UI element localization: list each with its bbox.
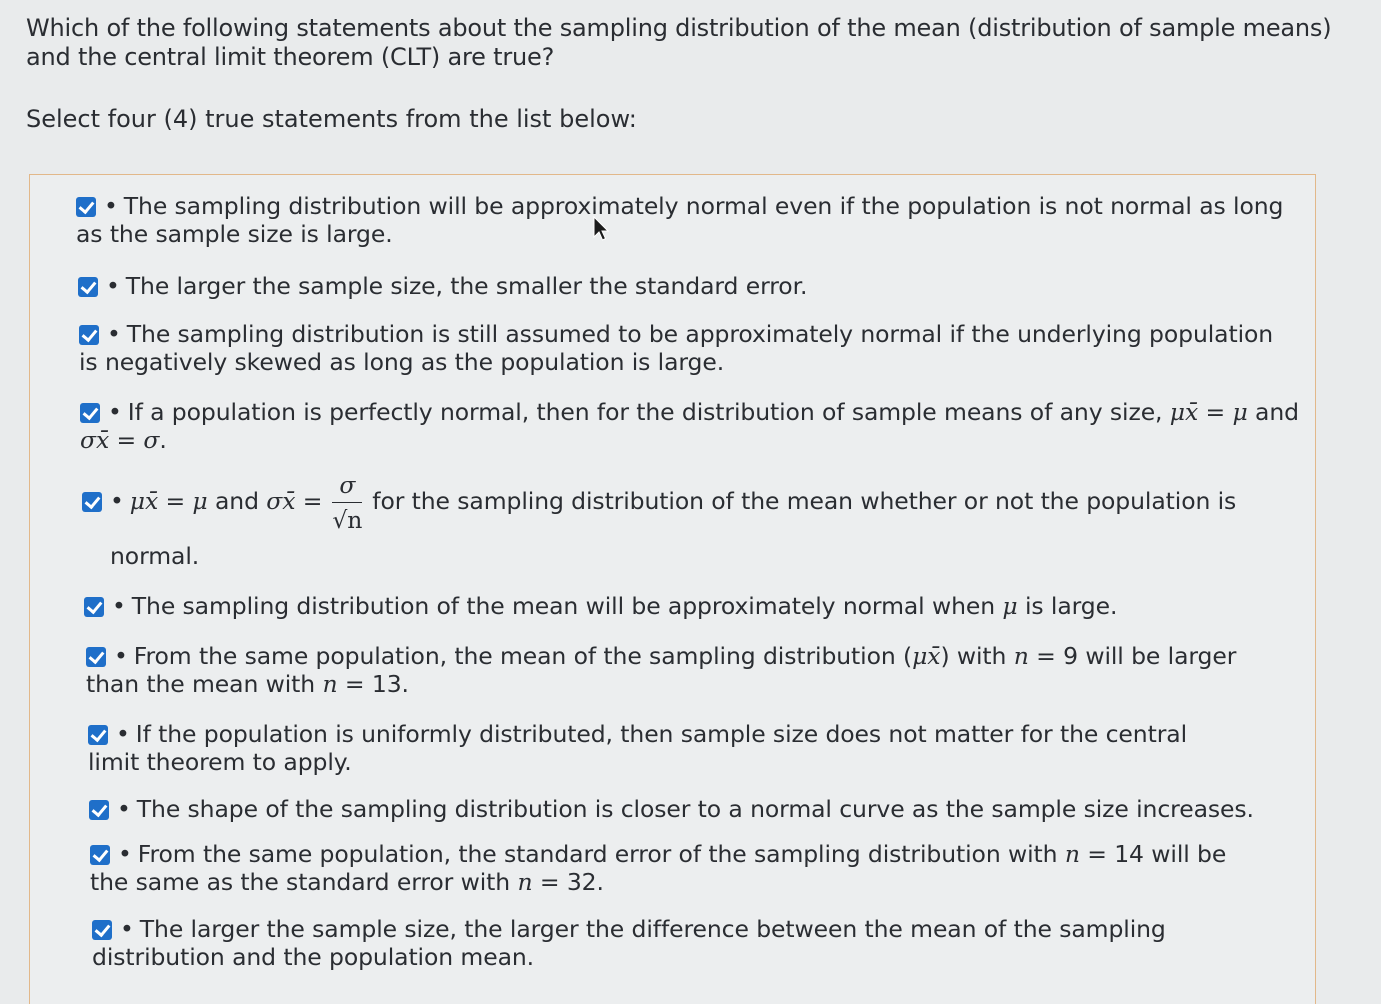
option-5-wrap [110,542,1330,570]
option-3[interactable] [79,320,1289,376]
option-5-text: for the sampling distribution of the mean whether or not the population is [372,487,1237,515]
option-6[interactable] [84,592,1304,620]
question-text: Which of the following statements about the sampling distribution of the mean (distribution of sample means) and the central limit theorem (CLT) are true? [26,14,1332,71]
option-11-text: The larger the sample size, the larger the difference between the mean of the sampling distribution and the population mean. [92,915,1166,971]
bullet: • [114,642,128,670]
option-8-text: If the population is uniformly distributed, then sample size does not matter for the central limit theorem to apply. [88,720,1187,776]
bullet: • [106,272,120,300]
option-10-text: From the same population, the standard error of the sampling distribution with [137,840,1058,868]
option-4-end: . [159,426,167,454]
option-10-text-after: = 32. [539,868,604,896]
bullet: • [116,720,130,748]
checkbox-checked-icon[interactable] [78,277,98,297]
option-5[interactable] [82,470,1282,535]
fraction-denominator: √n [332,506,363,534]
sigma-over-root-n-fraction [332,470,362,535]
option-7-math-mean: μx̄ [912,642,941,670]
option-6-text-after: is large. [1024,592,1118,620]
option-1-text: The sampling distribution will be approximately normal even if the population is not normal as long as the sample size is large. [76,192,1284,248]
option-4-and: and [1255,398,1299,426]
option-1[interactable] [76,192,1311,248]
option-7-text-mid: ) with [940,642,1007,670]
option-5-math-mean: μx̄ = μ [129,487,208,515]
mouse-pointer-icon [593,216,609,242]
checkbox-checked-icon[interactable] [89,800,109,820]
fraction-numerator: σ [332,470,362,503]
bullet: • [110,487,124,515]
option-8[interactable] [88,720,1238,776]
option-7-math-n2: n [322,670,338,698]
option-4-math-sd: σx̄ = σ [80,426,160,454]
option-5-and: and [214,487,259,515]
option-7-text-after: = 13. [344,670,409,698]
option-3-text: The sampling distribution is still assumed to be approximately normal if the underlying population is negatively skewed as long as the population is large. [79,320,1274,376]
bullet: • [120,915,134,943]
checkbox-checked-icon[interactable] [79,325,99,345]
option-10-text-mid: = 14 will be the same as the standard error with [90,840,1227,896]
option-10-math-n1: n [1064,840,1080,868]
option-9[interactable] [89,795,1309,823]
option-11[interactable] [92,915,1282,971]
option-4-text: If a population is perfectly normal, then for the distribution of sample means of any size, [127,398,1163,426]
checkbox-checked-icon[interactable] [88,725,108,745]
option-5-text-wrap: normal. [110,542,200,570]
option-7-text-mid2: = 9 will be larger than the mean with [86,642,1237,698]
instruction-text: Select four (4) true statements from the list below: [26,105,637,133]
option-2[interactable] [78,272,1298,300]
option-4-math-mean: μx̄ = μ [1169,398,1248,426]
bullet: • [107,320,121,348]
checkbox-checked-icon[interactable] [86,647,106,667]
bullet: • [117,795,131,823]
bullet: • [104,192,118,220]
option-6-math-mu: μ [1002,592,1018,620]
option-7-text: From the same population, the mean of the sampling distribution ( [133,642,913,670]
option-2-text: The larger the sample size, the smaller the standard error. [125,272,808,300]
checkbox-checked-icon[interactable] [92,920,112,940]
option-4[interactable] [80,398,1310,454]
checkbox-checked-icon[interactable] [82,492,102,512]
bullet: • [112,592,126,620]
option-10-math-n2: n [517,868,533,896]
option-5-math-sd: σx̄ = [266,487,323,515]
checkbox-checked-icon[interactable] [76,197,96,217]
option-9-text: The shape of the sampling distribution is closer to a normal curve as the sample size increases. [136,795,1254,823]
checkbox-checked-icon[interactable] [90,845,110,865]
option-7-math-n1: n [1013,642,1029,670]
checkbox-checked-icon[interactable] [84,597,104,617]
option-10[interactable] [90,840,1250,896]
checkbox-checked-icon[interactable] [80,403,100,423]
option-6-text: The sampling distribution of the mean will be approximately normal when [131,592,996,620]
bullet: • [118,840,132,868]
bullet: • [108,398,122,426]
option-7[interactable] [86,642,1286,698]
